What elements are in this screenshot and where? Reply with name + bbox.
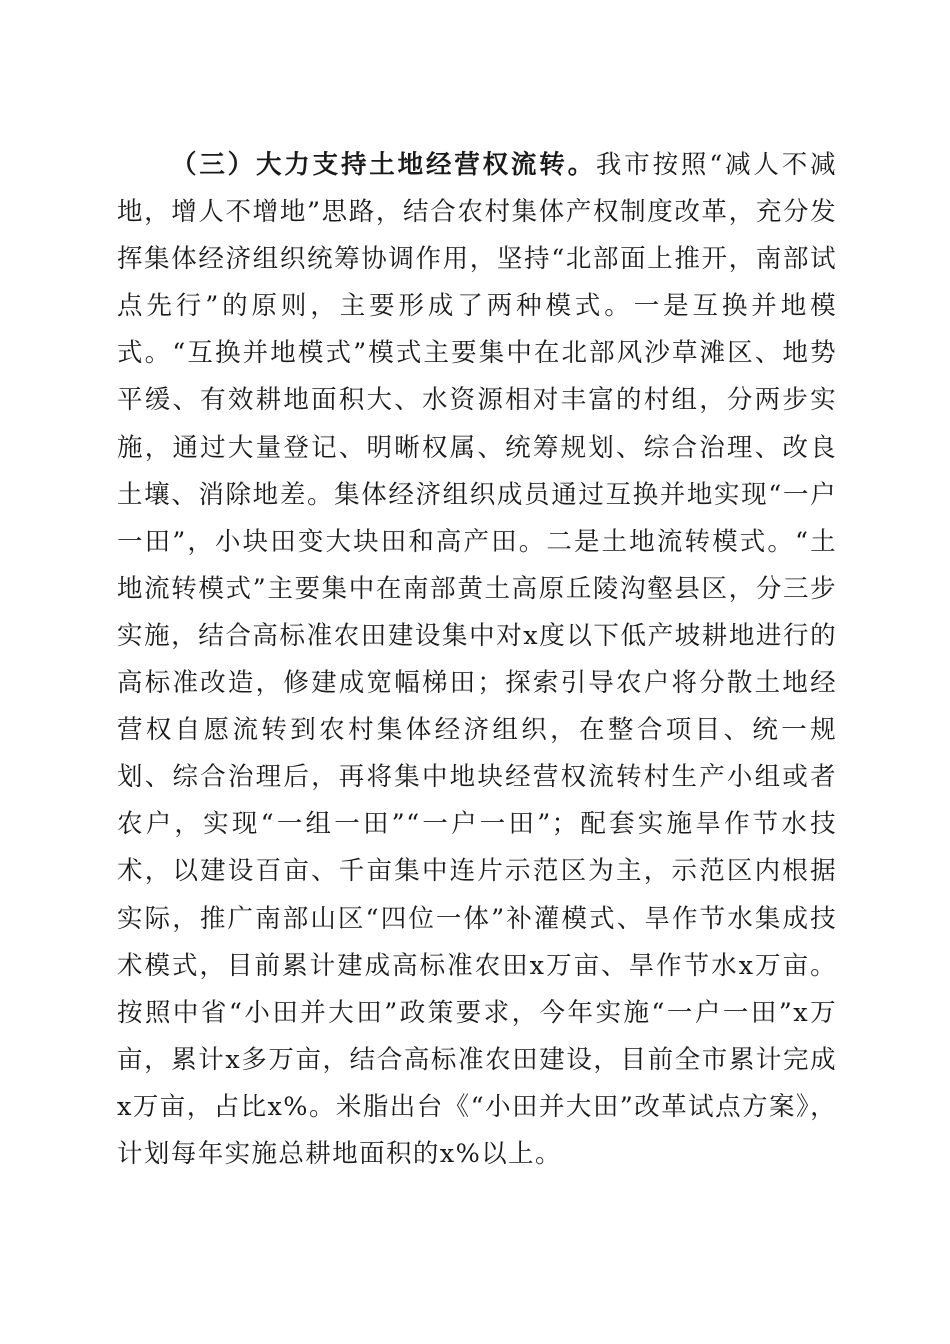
body-paragraph — [117, 142, 837, 1178]
section-heading: （三）大力支持土地经营权流转。 — [171, 150, 596, 180]
paragraph-body: 我市按照“减人不减地，增人不增地”思路，结合农村集体产权制度改革，充分发挥集体经济组织统筹协调作用，坚持“北部面上推开，南部试点先行”的原则，主要形成了两种模式。一是互换并地模式。“互换并地模式”模式主要集中在北部风沙草滩区、地势平缓、有效耕地面积大、水资源相对丰富的村组，分两步实施，通过大量登记、明晰权属、统筹规划、综合治理、改良土壤、消除地差。集体经济组织成员通过互换并地实现“一户一田”，小块田变大块田和高产田。二是土地流转模式。“土地流转模式”主要集中在南部黄土高原丘陵沟壑县区，分三步实施，结合高标准农田建设集中对x度以下低产坡耕地进行的高标准改造，修建成宽幅梯田；探索引导农户将分散土地经营权自愿流转到农村集体经济组织，在整合项目、统一规划、综合治理后，再将集中地块经营权流转村生产小组或者农户，实现“一组一田”“一户一田”；配套实施旱作节水技术，以建设百亩、千亩集中连片示范区为主，示范区内根据实际，推广南部山区“四位一体”补灌模式、旱作节水集成技术模式，目前累计建成高标准农田x万亩、旱作节水x万亩。按照中省“小田并大田”政策要求，今年实施“一户一田”x万亩，累计x多万亩，结合高标准农田建设，目前全市累计完成x万亩，占比x%。米脂出台《“小田并大田”改革试点方案》，计划每年实施总耕地面积的x%以上。 — [117, 150, 837, 1169]
